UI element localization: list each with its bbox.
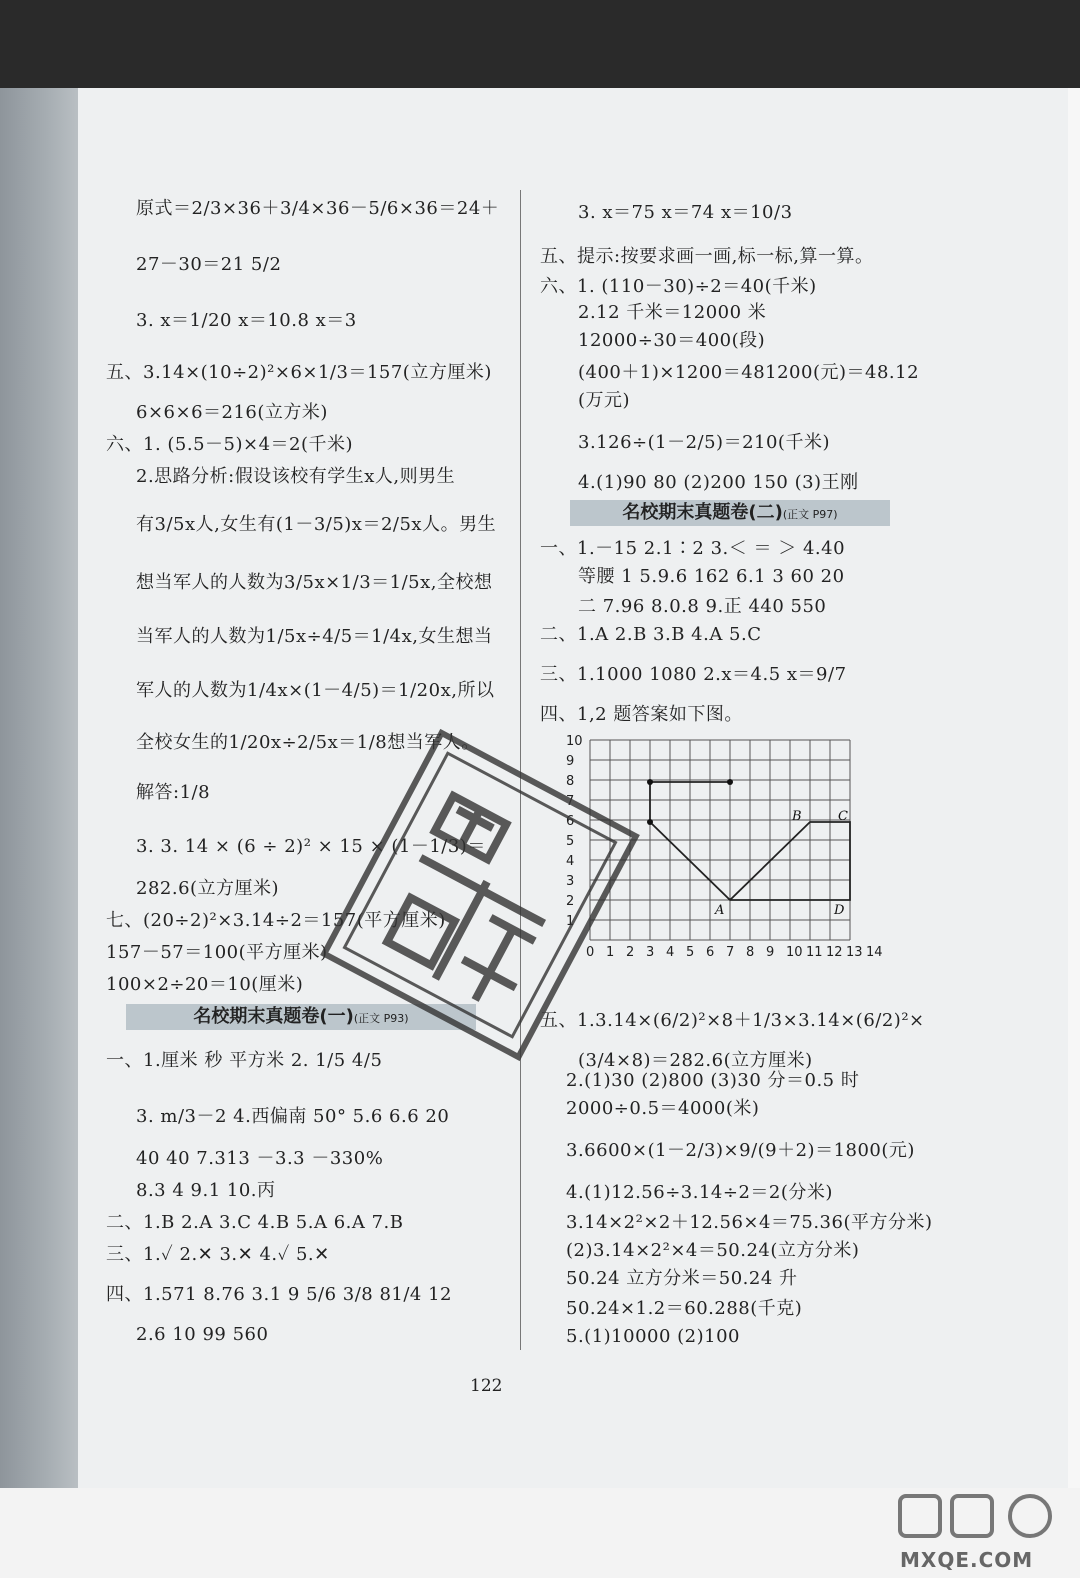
y-tick-label: 6 bbox=[566, 814, 575, 829]
book-spine bbox=[0, 88, 78, 1488]
answer-line: 50.24 立方分米＝50.24 升 bbox=[566, 1268, 798, 1289]
answer-line: 3.126÷(1－2/5)＝210(千米) bbox=[578, 432, 830, 453]
answer-line: 二、1.A 2.B 3.B 4.A 5.C bbox=[540, 624, 762, 645]
site-watermark-text: MXQE.COM bbox=[900, 1548, 1034, 1572]
x-tick-label: 6 bbox=[706, 945, 715, 960]
y-tick-label: 7 bbox=[566, 794, 575, 809]
answer-line: 二、1.B 2.A 3.C 4.B 5.A 6.A 7.B bbox=[106, 1212, 404, 1233]
answer-line: 一、1.－15 2.1∶2 3.＜ ＝ ＞ 4.40 bbox=[540, 538, 846, 559]
y-tick-label: 10 bbox=[566, 734, 583, 749]
answer-line: 40 40 7.313 －3.3 －330% bbox=[136, 1148, 384, 1169]
answer-line: 27－30＝21 5/2 bbox=[136, 254, 282, 275]
answer-line: 2.12 千米＝12000 米 bbox=[578, 302, 767, 323]
y-tick-label: 4 bbox=[566, 854, 575, 869]
answer-line: 3. 3. 14 × (6 ÷ 2)² × 15 × (1－1/3)＝ bbox=[136, 836, 486, 857]
answer-line: 四、1.571 8.76 3.1 9 5/6 3/8 81/4 12 bbox=[106, 1284, 453, 1305]
answer-line: 100×2÷20＝10(厘米) bbox=[106, 974, 304, 995]
grid-point bbox=[647, 819, 653, 825]
point-label-a: A bbox=[715, 903, 725, 918]
answer-line: 5.(1)10000 (2)100 bbox=[566, 1326, 741, 1347]
x-tick-label: 9 bbox=[766, 945, 775, 960]
answer-line: 六、1. (5.5－5)×4＝2(千米) bbox=[106, 434, 354, 455]
y-tick-label: 5 bbox=[566, 834, 575, 849]
answer-line: 3.14×2²×2＋12.56×4＝75.36(平方分米) bbox=[566, 1212, 933, 1233]
y-tick-label: 9 bbox=[566, 754, 575, 769]
answer-line: 2.6 10 99 560 bbox=[136, 1324, 269, 1345]
answer-line: 4.(1)90 80 (2)200 150 (3)王刚 bbox=[578, 472, 859, 493]
section-title: 名校期末真题卷(一) bbox=[193, 1006, 354, 1027]
scan-top-border bbox=[0, 0, 1080, 88]
answer-line: 2000÷0.5＝4000(米) bbox=[566, 1098, 760, 1119]
answer-line: 四、1,2 题答案如下图。 bbox=[540, 704, 743, 725]
answer-line: 七、(20÷2)²×3.14÷2＝157(平方厘米) bbox=[106, 910, 446, 931]
page-number: 122 bbox=[470, 1376, 503, 1396]
x-tick-label: 4 bbox=[666, 945, 675, 960]
answer-line: 解答:1/8 bbox=[136, 782, 211, 803]
x-tick-label: 5 bbox=[686, 945, 695, 960]
grid-point bbox=[727, 779, 733, 785]
x-tick-label: 10 bbox=[786, 945, 803, 960]
x-tick-label: 7 bbox=[726, 945, 735, 960]
answer-line: 157－57＝100(平方厘米) bbox=[106, 942, 328, 963]
x-tick-label: 8 bbox=[746, 945, 755, 960]
y-tick-label: 8 bbox=[566, 774, 575, 789]
answer-line: (2)3.14×2²×4＝50.24(立方分米) bbox=[566, 1240, 860, 1261]
answer-line: 军人的人数为1/4x×(1－4/5)＝1/20x,所以 bbox=[136, 680, 495, 701]
answer-line: 6×6×6＝216(立方米) bbox=[136, 402, 328, 423]
answer-line: 8.3 4 9.1 10.丙 bbox=[136, 1180, 276, 1201]
x-tick-label: 12 bbox=[826, 945, 843, 960]
x-tick-label: 14 bbox=[866, 945, 883, 960]
x-tick-label: 2 bbox=[626, 945, 635, 960]
grid-point bbox=[647, 779, 653, 785]
y-tick-label: 3 bbox=[566, 874, 575, 889]
y-tick-label: 1 bbox=[566, 914, 575, 929]
answer-line: (3/4×8)＝282.6(立方厘米) bbox=[578, 1050, 813, 1071]
section-note: (正文 P93) bbox=[353, 1012, 409, 1025]
answer-line: 二 7.96 8.0.8 9.正 440 550 bbox=[578, 596, 827, 617]
answer-line: (400＋1)×1200＝481200(元)＝48.12 bbox=[578, 362, 920, 383]
answer-line: 三、1.✓ 2.✕ 3.✕ 4.✓ 5.✕ bbox=[106, 1244, 330, 1265]
answer-line: 4.(1)12.56÷3.14÷2＝2(分米) bbox=[566, 1182, 833, 1203]
x-tick-label: 3 bbox=[646, 945, 655, 960]
answer-line: 五、1.3.14×(6/2)²×8＋1/3×3.14×(6/2)²× bbox=[540, 1010, 925, 1031]
answer-line: 有3/5x人,女生有(1－3/5)x＝2/5x人。男生 bbox=[136, 514, 497, 535]
y-tick-label: 2 bbox=[566, 894, 575, 909]
answer-line: 原式＝2/3×36＋3/4×36－5/6×36＝24＋ bbox=[136, 198, 500, 219]
x-tick-label: 0 bbox=[586, 945, 595, 960]
answer-line: 等腰 1 5.9.6 162 6.1 3 60 20 bbox=[578, 566, 845, 587]
answer-line: 3. x＝75 x＝74 x＝10/3 bbox=[578, 202, 793, 223]
answer-line: 想当军人的人数为3/5x×1/3＝1/5x,全校想 bbox=[136, 572, 493, 593]
answer-line: 六、1. (110－30)÷2＝40(千米) bbox=[540, 276, 817, 297]
answer-line: 2.(1)30 (2)800 (3)30 分＝0.5 时 bbox=[566, 1070, 860, 1091]
answer-line: 12000÷30＝400(段) bbox=[578, 330, 766, 351]
answer-line: (万元) bbox=[578, 390, 631, 411]
section-title: 名校期末真题卷(二) bbox=[622, 502, 783, 523]
x-tick-label: 1 bbox=[606, 945, 615, 960]
section-header-exam-2 bbox=[570, 500, 890, 526]
answer-line: 2.思路分析:假设该校有学生x人,则男生 bbox=[136, 466, 456, 487]
stamp-logo bbox=[330, 730, 630, 1060]
point-label-c: C bbox=[838, 809, 848, 824]
answer-line: 282.6(立方厘米) bbox=[136, 878, 280, 899]
answer-line: 五、3.14×(10÷2)²×6×1/3＝157(立方厘米) bbox=[106, 362, 492, 383]
answer-line: 3. x＝1/20 x＝10.8 x＝3 bbox=[136, 310, 357, 331]
answer-line: 全校女生的1/20x÷2/5x＝1/8想当军人。 bbox=[136, 732, 480, 753]
answer-line: 三、1.1000 1080 2.x＝4.5 x＝9/7 bbox=[540, 664, 847, 685]
answer-line: 50.24×1.2＝60.288(千克) bbox=[566, 1298, 803, 1319]
section-note: (正文 P97) bbox=[782, 508, 838, 521]
answer-line: 当军人的人数为1/5x÷4/5＝1/4x,女生想当 bbox=[136, 626, 493, 647]
point-label-d: D bbox=[834, 903, 845, 918]
x-tick-label: 11 bbox=[806, 945, 823, 960]
answer-line: 五、提示:按要求画一画,标一标,算一算。 bbox=[540, 246, 874, 267]
answer-line: 3.6600×(1－2/3)×9/(9＋2)＝1800(元) bbox=[566, 1140, 915, 1161]
point-label-b: B bbox=[792, 809, 802, 824]
page-edge bbox=[1068, 88, 1080, 1488]
answer-line: 一、1.厘米 秒 平方米 2. 1/5 4/5 bbox=[106, 1050, 383, 1071]
x-tick-label: 13 bbox=[846, 945, 863, 960]
answer-line: 3. m/3－2 4.西偏南 50° 5.6 6.6 20 bbox=[136, 1106, 450, 1127]
